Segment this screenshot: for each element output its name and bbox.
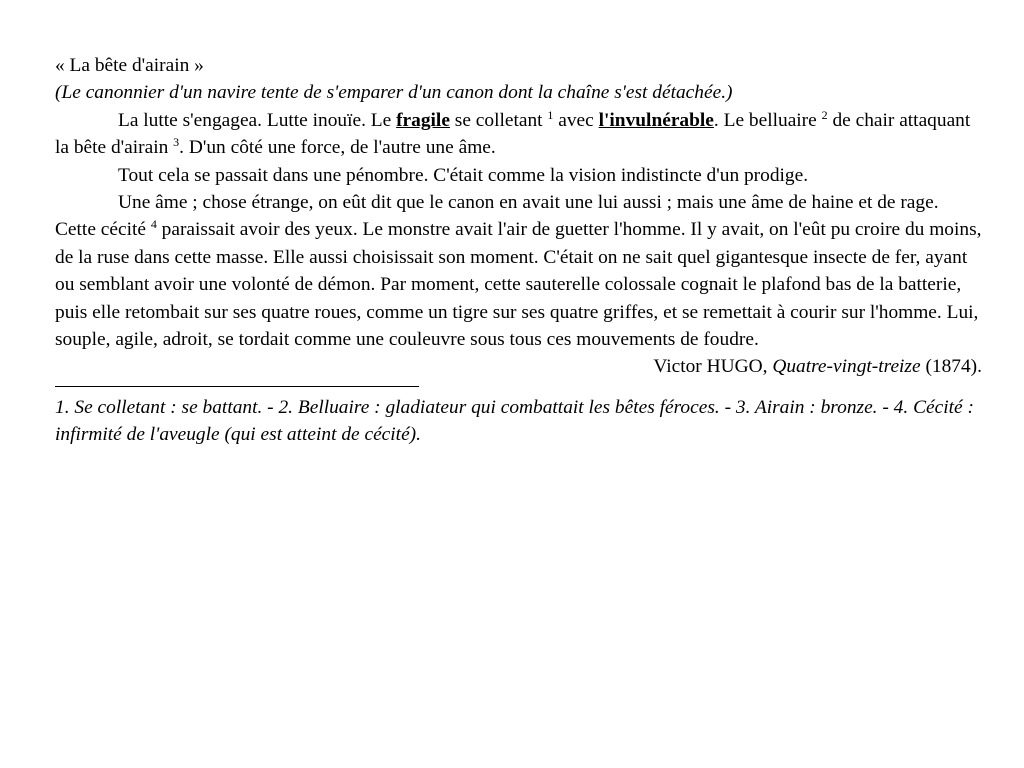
document-subtitle: (Le canonnier d'un navire tente de s'emparer d'un canon dont la chaîne s'est détachée.) (55, 82, 733, 104)
paragraph-3-text: paraissait avoir des yeux. Le monstre avait l'air de guetter l'homme. Il y avait, on l'eût pu croire du moins, de la ruse dans cette masse. Elle aussi choisissait son moment. C'était on ne sait quel gigantesque insecte de fer, ayant ou semblant avoir une volonté de démon. Par moment, cette sauterelle colossale cognait le plafond bas de la batterie, puis elle retombait sur ses quatre roues, comme un tigre sur ses quatre griffes, et se remettait à courir sur l'homme. Lui, souple, agile, adroit, se tordait comme une couleuvre sous tous ces mouvements de foudre. (55, 219, 982, 351)
document-title: « La bête d'airain » (55, 55, 204, 76)
book-title: Quatre-vingt-treize (772, 356, 921, 378)
paragraph-1 (55, 107, 984, 162)
paragraph-2: Tout cela se passait dans une pénombre. C'était comme la vision indistincte d'un prodige. (118, 164, 809, 186)
emphasized-word-fragile: fragile (396, 109, 450, 131)
paragraph-1-text: . Le belluaire (713, 109, 822, 131)
paragraph-3 (55, 189, 984, 353)
author-name: Victor HUGO, (653, 356, 773, 378)
paragraph-3-text: Une âme ; chose étrange, on eût dit que le canon en avait une lui aussi ; mais une âme de haine et de rage. Cette cécité (55, 192, 939, 241)
paragraph-1-text: avec (553, 109, 599, 131)
footnote-ref-3: 3 (173, 135, 180, 150)
paragraph-1-text: de chair attaquant la bête d'airain (55, 109, 971, 159)
paragraph-1-text: La lutte s'engagea. Lutte inouïe. Le (118, 109, 397, 131)
footnote-divider (55, 386, 419, 387)
emphasized-word-invulnerable: l'invulnérable (598, 109, 714, 131)
footnote-ref-2: 2 (821, 107, 828, 122)
footnote-ref-4: 4 (150, 217, 157, 232)
footnotes: 1. Se colletant : se battant. - 2. Belluaire : gladiateur qui combattait les bêtes féroces. - 3. Airain : bronze. - 4. Cécité : infirmité de l'aveugle (qui est atteint de cécité). (55, 396, 974, 446)
attribution (55, 353, 984, 380)
publication-year: (1874). (920, 356, 982, 378)
paragraph-1-text: . D'un côté une force, de l'autre une âme. (179, 137, 496, 159)
footnote-ref-1: 1 (547, 107, 554, 122)
paragraph-1-text: se colletant (449, 109, 548, 131)
